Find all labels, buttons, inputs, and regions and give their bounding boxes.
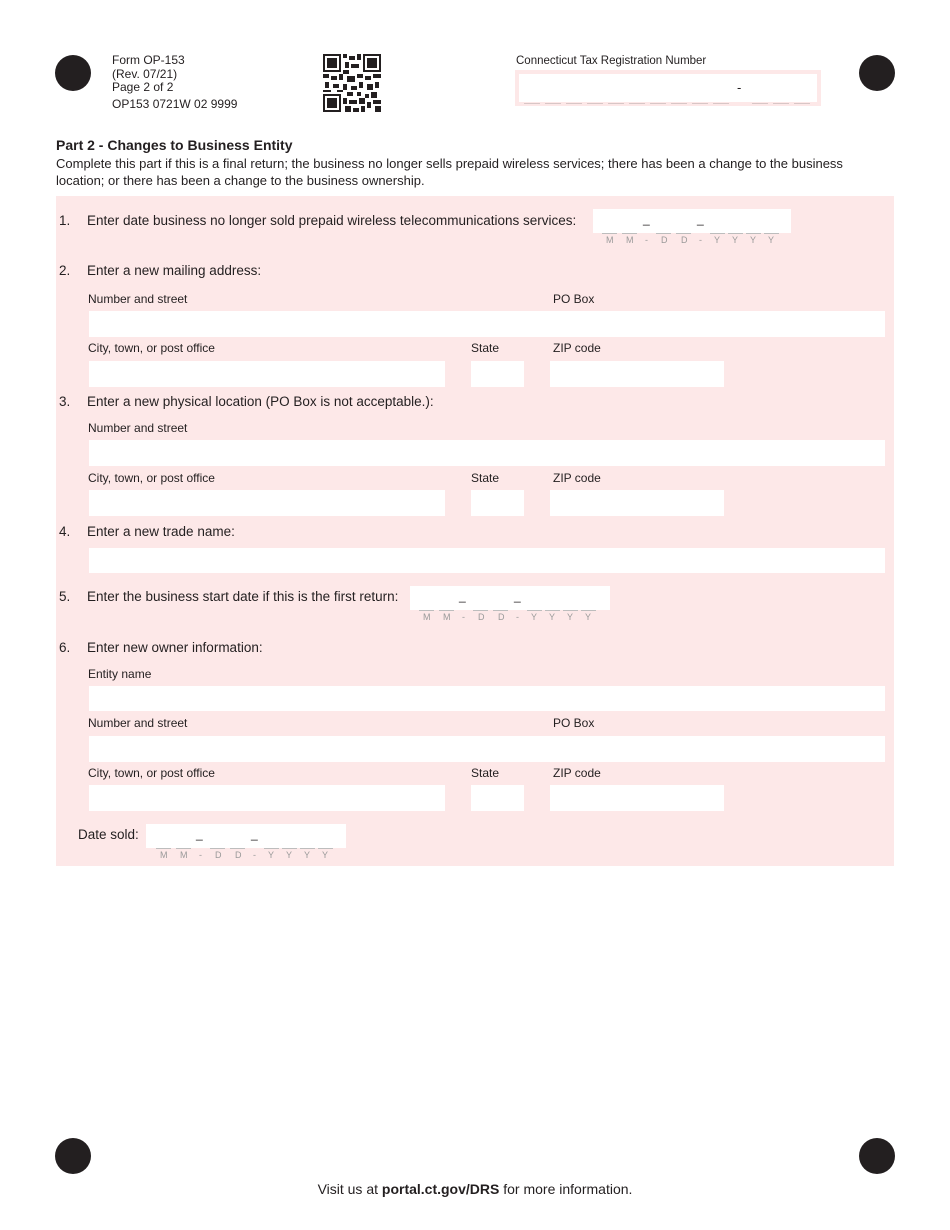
date-sold-input[interactable] bbox=[146, 824, 346, 848]
q6-zip-input[interactable] bbox=[550, 785, 724, 811]
q4-text: Enter a new trade name: bbox=[87, 524, 235, 539]
q2-city-input[interactable] bbox=[89, 361, 445, 387]
q6-entity-input[interactable] bbox=[89, 686, 885, 711]
q2-state-input[interactable] bbox=[471, 361, 524, 387]
q3-text: Enter a new physical location (PO Box is not acceptable.): bbox=[87, 394, 434, 409]
footer-prefix: Visit us at bbox=[317, 1181, 382, 1197]
date-sold-label: Date sold: bbox=[78, 827, 139, 842]
q2-pobox-label: PO Box bbox=[553, 292, 595, 306]
q6-street-label: Number and street bbox=[88, 716, 188, 730]
q3-zip-label: ZIP code bbox=[553, 471, 601, 485]
q5-date-sep-2: _ bbox=[514, 589, 521, 603]
q3-street-label: Number and street bbox=[88, 421, 188, 435]
part-title: Part 2 - Changes to Business Entity bbox=[56, 137, 293, 153]
q3-number: 3. bbox=[59, 394, 71, 409]
qr-code bbox=[323, 54, 381, 112]
tax-registration-input[interactable] bbox=[519, 74, 817, 102]
form-revision: (Rev. 07/21) bbox=[112, 66, 178, 81]
q1-date-input[interactable] bbox=[593, 209, 791, 233]
registration-mark-bottom-right bbox=[859, 1138, 895, 1174]
form-id: Form OP-153 bbox=[112, 53, 185, 67]
q2-zip-input[interactable] bbox=[550, 361, 724, 387]
q5-number: 5. bbox=[59, 589, 71, 604]
footer-link[interactable]: portal.ct.gov/DRS bbox=[381, 1181, 500, 1197]
q6-city-label: City, town, or post office bbox=[88, 766, 215, 780]
q1-date-sep-1: _ bbox=[643, 212, 650, 226]
date-sold-sep-1: _ bbox=[196, 827, 203, 841]
q6-state-input[interactable] bbox=[471, 785, 524, 811]
q1-date-sep-2: _ bbox=[697, 212, 704, 226]
q3-state-input[interactable] bbox=[471, 490, 524, 516]
q4-number: 4. bbox=[59, 524, 71, 539]
q2-number: 2. bbox=[59, 263, 71, 278]
form-code: OP153 0721W 02 9999 bbox=[112, 96, 238, 111]
q6-text: Enter new owner information: bbox=[87, 640, 263, 655]
q2-street-label: Number and street bbox=[88, 292, 188, 306]
tax-registration-separator: - bbox=[737, 80, 742, 95]
q5-text: Enter the business start date if this is the first return: bbox=[87, 589, 399, 604]
q6-state-label: State bbox=[471, 766, 500, 780]
q6-entity-label: Entity name bbox=[88, 667, 152, 681]
registration-mark-top-right bbox=[859, 55, 895, 91]
form-header bbox=[112, 54, 237, 111]
q6-street-input[interactable] bbox=[89, 736, 885, 762]
q5-date-input[interactable] bbox=[410, 586, 610, 610]
q2-street-input[interactable] bbox=[89, 311, 885, 337]
q2-text: Enter a new mailing address: bbox=[87, 263, 262, 278]
q1-text: Enter date business no longer sold prepaid wireless telecommunications services: bbox=[87, 213, 577, 228]
registration-mark-top-left bbox=[55, 55, 91, 91]
page-number: Page 2 of 2 bbox=[112, 80, 174, 94]
q2-state-label: State bbox=[471, 341, 500, 355]
q3-city-label: City, town, or post office bbox=[88, 471, 215, 485]
q6-pobox-label: PO Box bbox=[553, 716, 595, 730]
q3-zip-input[interactable] bbox=[550, 490, 724, 516]
q6-city-input[interactable] bbox=[89, 785, 445, 811]
tax-registration-label: Connecticut Tax Registration Number bbox=[516, 55, 707, 67]
q6-zip-label: ZIP code bbox=[553, 766, 601, 780]
date-sold-sep-2: _ bbox=[251, 827, 258, 841]
footer bbox=[0, 1181, 950, 1197]
q3-city-input[interactable] bbox=[89, 490, 445, 516]
q4-trade-name-input[interactable] bbox=[89, 548, 885, 573]
q3-street-input[interactable] bbox=[89, 440, 885, 466]
q2-city-label: City, town, or post office bbox=[88, 341, 215, 355]
q3-state-label: State bbox=[471, 471, 500, 485]
registration-mark-bottom-left bbox=[55, 1138, 91, 1174]
q6-number: 6. bbox=[59, 640, 71, 655]
part-description: Complete this part if this is a final return; the business no longer sells prepaid wireless services; there has been a change to the business location; or there has been a change to the business ownership. bbox=[56, 156, 843, 188]
footer-suffix: for more information. bbox=[499, 1181, 633, 1197]
q2-zip-label: ZIP code bbox=[553, 341, 601, 355]
q5-date-sep-1: _ bbox=[459, 589, 466, 603]
q1-number: 1. bbox=[59, 213, 71, 228]
